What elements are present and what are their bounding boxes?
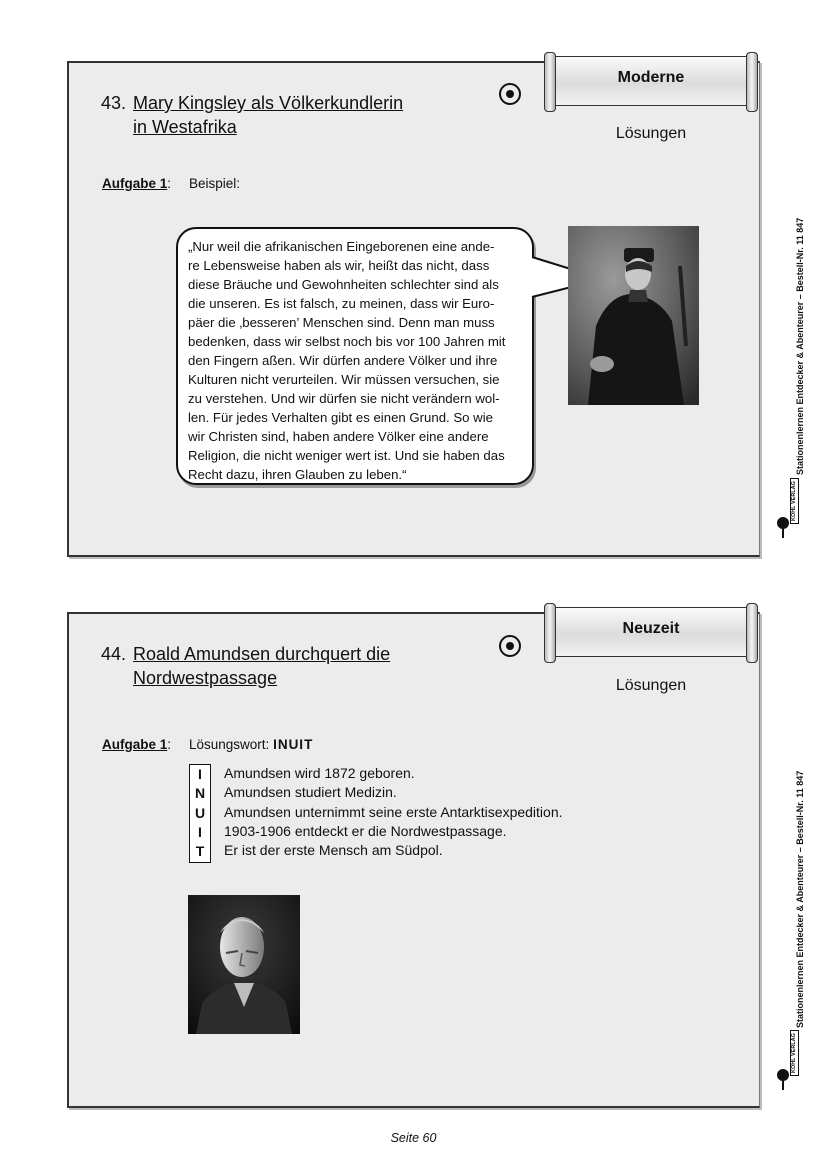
epoch-scroll-banner: [544, 52, 758, 112]
quote-line: bedenken, dass wir selbst noch bis vor 100 Jahren mit: [188, 334, 506, 349]
task-label: Aufgabe 1: [102, 176, 168, 191]
mary-kingsley-portrait: [568, 226, 699, 405]
tree-logo-icon: [776, 1068, 790, 1090]
quote-line: diese Bräuche und Gewohnheiten schlechter sind als: [188, 277, 499, 292]
sidebar-order-text: Stationenlernen Entdecker & Abenteurer – Bestell-Nr. 11 847: [795, 217, 805, 475]
acrostic-letter: I: [198, 766, 202, 782]
acrostic-sentence: Amundsen unternimmt seine erste Antarktisexpedition.: [224, 803, 563, 820]
acrostic-sentence: 1903-1906 entdeckt er die Nordwestpassage.: [224, 822, 507, 839]
station-title-line2: in Westafrika: [133, 117, 237, 137]
task-1: [102, 737, 314, 752]
page-number: Seite 60: [390, 1131, 437, 1145]
sidebar-order-text: Stationenlernen Entdecker & Abenteurer – Bestell-Nr. 11 847: [795, 770, 805, 1028]
quote-line: Religion, die nicht weniger wert ist. Und sie haben das: [188, 448, 505, 463]
acrostic-letter: I: [198, 823, 202, 840]
quote-line: „Nur weil die afrikanischen Eingeborenen eine ande-: [188, 239, 495, 254]
quote-line: den Fingern aßen. Wir dürfen andere Völker und ihre: [188, 353, 498, 368]
station-title-line1: Mary Kingsley als Völkerkundlerin: [133, 93, 404, 113]
target-icon: [499, 83, 521, 105]
quote-line: re Lebensweise haben als wir, heißt das nicht, dass: [188, 258, 490, 273]
task-text: [189, 737, 313, 752]
acrostic-letter-column: [189, 764, 211, 863]
task-1: [102, 176, 241, 191]
quote-line: die unseren. Es ist falsch, zu meinen, dass wir Euro-: [188, 296, 495, 311]
task-text-prefix: Lösungswort:: [189, 737, 270, 752]
acrostic-sentence: Amundsen studiert Medizin.: [224, 784, 397, 801]
quote-line: Kulturen nicht verurteilen. Wir müssen versuchen, sie: [188, 372, 500, 387]
acrostic-sentence: Amundsen wird 1872 geboren.: [224, 765, 415, 781]
acrostic-letter: U: [194, 804, 206, 821]
station-title-line1: Roald Amundsen durchquert die: [133, 644, 391, 664]
quote-line: Recht dazu, ihren Glauben zu leben.“: [188, 467, 407, 482]
epoch-scroll-banner: [544, 603, 758, 663]
task-text: Beispiel:: [189, 176, 241, 191]
station-title-line2: Nordwestpassage: [133, 668, 278, 688]
quote-speech-bubble: [176, 227, 534, 485]
tree-logo-icon: [776, 516, 790, 538]
quote-line: päer die ‚besseren’ Menschen sind. Denn man muss: [188, 315, 495, 330]
publisher-name: KOHL VERLAG: [790, 478, 799, 524]
epoch-label: Neuzeit: [622, 620, 680, 637]
quote-line: wir Christen sind, haben andere Völker eine andere: [188, 429, 489, 444]
acrostic-sentences: [224, 764, 563, 860]
acrostic-letter: N: [194, 785, 206, 802]
target-icon: [499, 635, 521, 657]
quote-line: len. Für jedes Verhalten gibt es einen Grund. So wie: [188, 410, 493, 425]
task-colon: :: [167, 176, 172, 191]
solutions-label: Lösungen: [615, 125, 687, 142]
acrostic-letter: T: [195, 843, 205, 860]
task-colon: :: [167, 737, 172, 752]
roald-amundsen-portrait: [188, 895, 300, 1034]
solutions-label: Lösungen: [615, 677, 687, 694]
task-label: Aufgabe 1: [102, 737, 168, 752]
station-number: 43.: [101, 93, 127, 113]
acrostic-sentence: Er ist der erste Mensch am Südpol.: [224, 842, 443, 859]
epoch-label: Moderne: [617, 69, 685, 86]
solution-word: INUIT: [273, 737, 314, 752]
publisher-name: KOHL VERLAG: [790, 1030, 799, 1076]
quote-line: zu verstehen. Und wir dürfen sie nicht verändern wol-: [188, 391, 500, 406]
station-number: 44.: [101, 644, 127, 664]
